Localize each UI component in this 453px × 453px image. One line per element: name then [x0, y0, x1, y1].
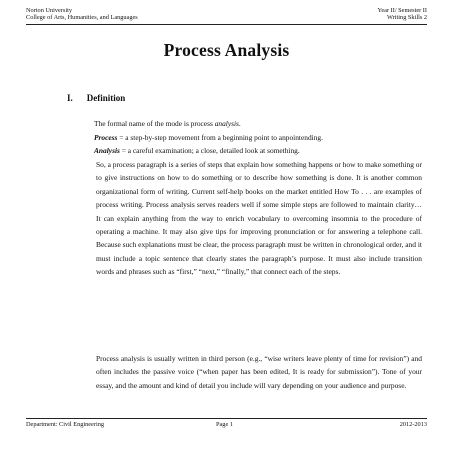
- definition-intro-text: The formal name of the mode is process: [94, 119, 215, 128]
- section-number: I.: [67, 93, 73, 103]
- section-title: Definition: [86, 93, 126, 103]
- section-heading: [67, 93, 125, 103]
- header-university: Norton University: [26, 7, 72, 14]
- document-title: Process Analysis: [163, 40, 290, 60]
- footer-year: 2012-2013: [399, 421, 427, 428]
- definition-intro-end: .: [238, 119, 241, 128]
- definition-process-text: = a step-by-step movement from a beginning point to anpointending.: [117, 132, 323, 142]
- definition-process: [94, 131, 323, 145]
- header-college: College of Arts, Humanities, and Languages: [26, 14, 138, 22]
- definition-analysis: [94, 144, 323, 158]
- definition-intro: [94, 117, 323, 131]
- body-paragraph-2: Process analysis is usually written in third person (e.g., “wise writers leave plenty of time for revision”) and often includes the passive voice (“when paper has been edited, It is ready for submission”). Tone of your essay, and the amount and kind of detail you include will vary depending on your audience and purpose.: [96, 354, 422, 390]
- page-footer: [26, 421, 427, 428]
- footer-department: Department: Civil Engineering: [26, 421, 104, 428]
- definition-process-term: Process: [94, 132, 118, 142]
- page-header: [26, 7, 427, 22]
- body-paragraph-1: So, a process paragraph is a series of steps that explain how something happens or how to make something or to give instructions on how to do something or to describe how something is done. It is another common organizational form of writing. Current self-help books on the market entitled How To . . . are examples of process writing. Process analysis serves readers well if some simple steps are followed to maintain clarity… It can explain anything from the way to enrich vocabulary to overcoming insomnia to the procedure of operating a machine. It may also give tips for improving pronunciation or for answering a telephone call. Because such explanations must be clear, the process paragraph must be written in chronological order, and it must include a topic sentence that clearly states the paragraph’s purpose. It must also include transition words and phrases such as “first,” “next,” “finally,” that connect each of the steps.: [96, 160, 422, 277]
- footer-divider: [26, 418, 427, 419]
- definition-analysis-text: = a careful examination; a close, detailed look at something.: [119, 146, 300, 155]
- definition-intro-term: analysis: [214, 119, 239, 128]
- header-year-semester: Year II/ Semester II: [377, 7, 427, 14]
- definition-analysis-term: Analysis: [94, 146, 120, 155]
- header-course: Writing Skills 2: [387, 14, 427, 22]
- header-divider: [26, 24, 427, 25]
- footer-page-number: Page 1: [216, 421, 233, 428]
- definitions-block: [94, 117, 323, 158]
